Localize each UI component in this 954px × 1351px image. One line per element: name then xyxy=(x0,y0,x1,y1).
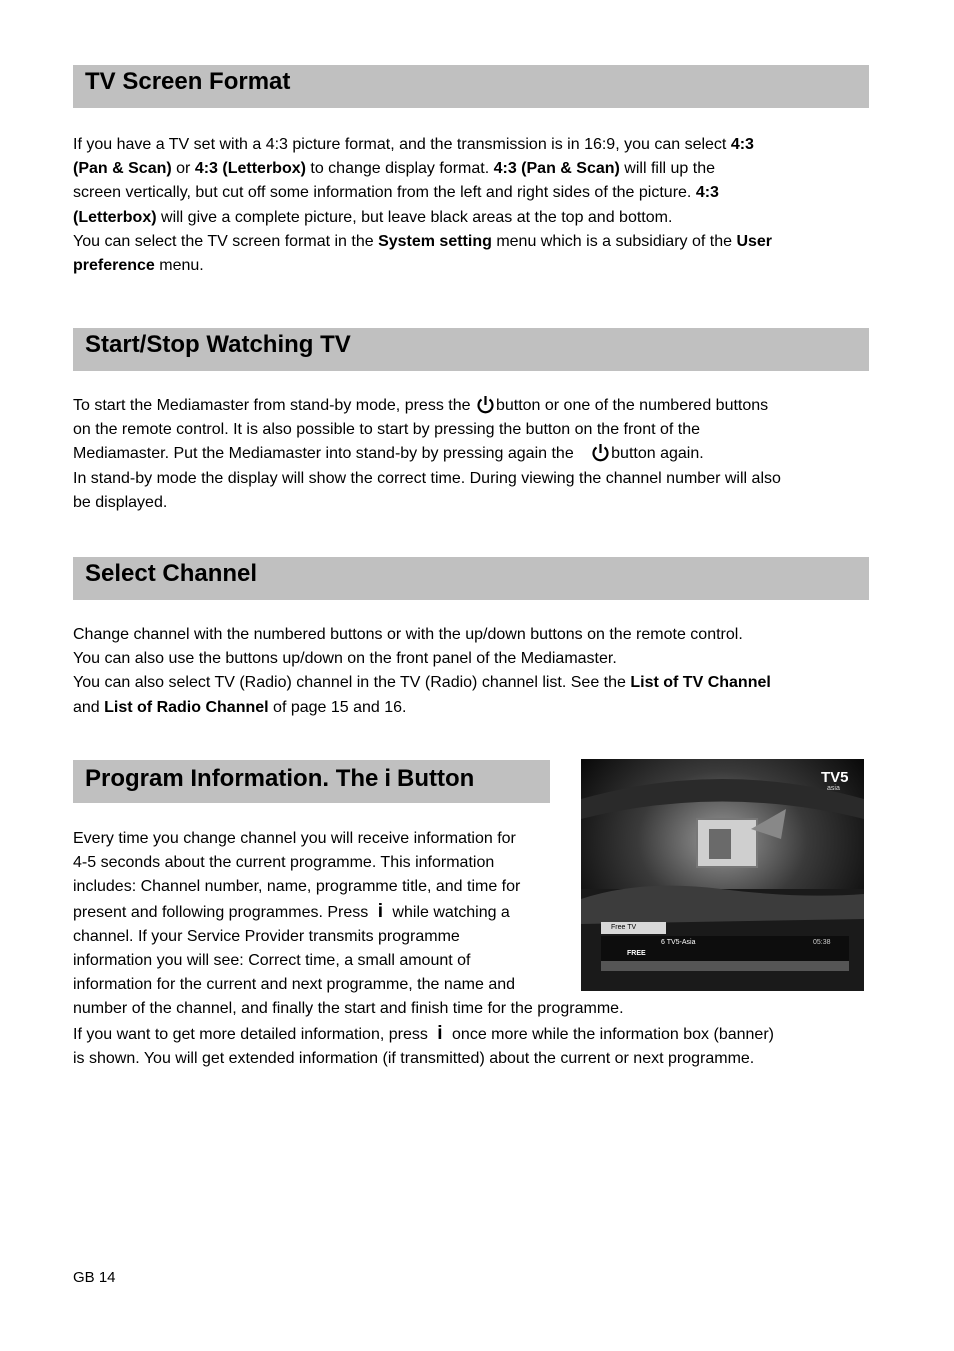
program-info-paragraph xyxy=(73,827,774,1071)
banner-tab: Free TV xyxy=(611,924,637,931)
text-line: on the remote control. It is also possible to start by pressing the button on the front of the xyxy=(73,421,701,439)
text-line: Change channel with the numbered buttons or with the up/down buttons on the remote control. xyxy=(73,626,743,643)
text-line: preference menu. xyxy=(73,257,204,275)
start-stop-paragraph xyxy=(73,394,781,515)
heading-text: Start/Stop Watching TV xyxy=(85,331,351,358)
text-line: Every time you change channel you will receive information for xyxy=(73,830,516,847)
section-heading-program-information xyxy=(73,760,550,803)
heading-text: Program Information. TheiButton xyxy=(85,765,475,792)
banner-channel: 6 TV5-Asia xyxy=(661,939,696,946)
text-line: You can also use the buttons up/down on the front panel of the Mediamaster. xyxy=(73,650,617,668)
text-line: (Letterbox) will give a complete picture, but leave black areas at the top and bottom. xyxy=(73,208,673,226)
text-line: is shown. You will get extended information (if transmitted) about the current or next programme. xyxy=(73,1049,755,1067)
text-line: information for the current and next programme, the name and xyxy=(73,976,516,994)
banner-time: 05:38 xyxy=(813,939,831,946)
text-line: channel. If your Service Provider transmits programme xyxy=(73,927,460,945)
text-line: information you will see: Correct time, a small amount of xyxy=(73,952,471,970)
heading-text: TV Screen Format xyxy=(85,68,291,95)
text-line: You can select the TV screen format in the System setting menu which is a subsidiary of the User xyxy=(73,232,773,250)
text-line: To start the Mediamaster from stand-by mode, press the button or one of the numbered buttons xyxy=(73,397,769,414)
text-line: 4-5 seconds about the current programme. This information xyxy=(73,854,495,872)
text-line: includes: Channel number, name, programme title, and time for xyxy=(73,878,521,896)
text-line: be displayed. xyxy=(73,493,168,511)
text-line: If you want to get more detailed information, press i once more while the information box (banner) xyxy=(73,1022,774,1044)
text-line: number of the channel, and finally the start and finish time for the programme. xyxy=(73,1000,624,1018)
banner-program: FREE xyxy=(627,950,646,957)
section-heading-start-stop xyxy=(73,328,869,371)
tv-format-paragraph xyxy=(73,133,772,278)
text-line: and List of Radio Channel of page 15 and 16. xyxy=(73,698,407,716)
page-number: GB 14 xyxy=(73,1269,116,1286)
power-icon xyxy=(475,395,496,415)
tv5-logo-sub: asia xyxy=(827,785,840,792)
text-line: You can also select TV (Radio) channel in the TV (Radio) channel list. See the List of TV Channel xyxy=(73,674,771,692)
text-line: screen vertically, but cut off some information from the left and right sides of the picture. 4:3 xyxy=(73,184,719,202)
section-heading-select-channel xyxy=(73,557,869,600)
text-line: Mediamaster. Put the Mediamaster into stand-by by pressing again the button again. xyxy=(73,445,704,463)
section-heading-tv-screen-format xyxy=(73,65,869,108)
text-line: present and following programmes. Press i while watching a xyxy=(73,900,510,922)
power-icon xyxy=(590,443,611,463)
text-line: If you have a TV set with a 4:3 picture format, and the transmission is in 16:9, you can select 4:3 xyxy=(73,136,754,153)
text-line: (Pan & Scan) or 4:3 (Letterbox) to change display format. 4:3 (Pan & Scan) will fill up the xyxy=(73,160,716,178)
heading-text: Select Channel xyxy=(85,560,258,587)
tv5-logo: TV5 xyxy=(821,769,849,786)
text-line: In stand-by mode the display will show the correct time. During viewing the channel number will also xyxy=(73,469,781,487)
select-channel-paragraph xyxy=(73,623,771,720)
